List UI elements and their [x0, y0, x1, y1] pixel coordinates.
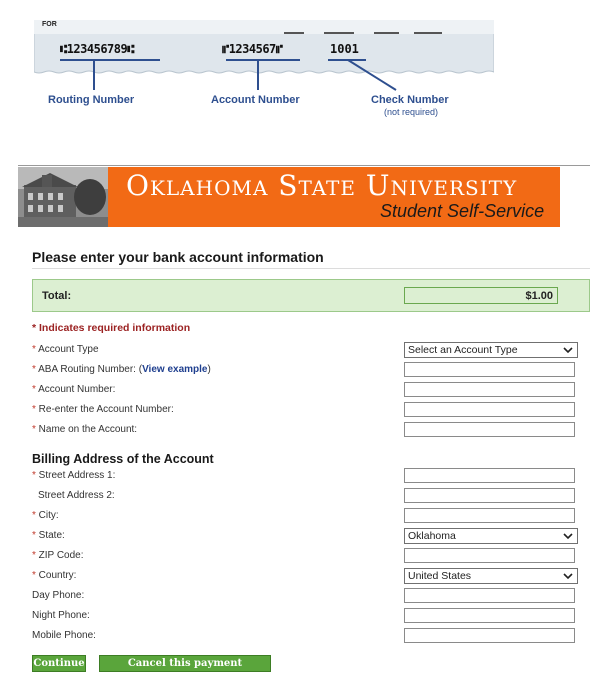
required-info-note: * Indicates required information: [32, 322, 191, 334]
street-address-2-label: Street Address 2:: [38, 490, 115, 501]
chevron-down-icon: [563, 345, 573, 355]
day-phone-label: Day Phone:: [32, 590, 85, 601]
cancel-payment-button[interactable]: Cancel this payment transaction.: [99, 655, 271, 672]
name-on-account-label: * Name on the Account:: [32, 424, 138, 435]
city-label: * City:: [32, 510, 59, 521]
mobile-phone-input[interactable]: [404, 628, 575, 643]
night-phone-input[interactable]: [404, 608, 575, 623]
check-number-note: (not required): [384, 107, 439, 117]
heading-divider: [32, 268, 590, 269]
page-title: Please enter your bank account information: [32, 249, 324, 265]
osu-banner: [18, 167, 560, 227]
account-number-confirm-input[interactable]: [404, 402, 575, 417]
continue-button[interactable]: Continue: [32, 655, 86, 672]
night-phone-label: Night Phone:: [32, 610, 90, 621]
account-number-label: * Account Number:: [32, 384, 116, 395]
billing-address-heading: Billing Address of the Account: [32, 452, 214, 466]
check-account-digits: ⑈1234567⑈: [222, 42, 283, 56]
view-example-link[interactable]: View example: [142, 364, 208, 375]
total-bar: [32, 279, 590, 312]
total-label: Total:: [42, 290, 72, 302]
state-label: * State:: [32, 530, 65, 541]
account-number-confirm-label: * Re-enter the Account Number:: [32, 404, 174, 415]
chevron-down-icon: [563, 531, 573, 541]
street-address-2-input[interactable]: [404, 488, 575, 503]
account-number-caption: Account Number: [211, 94, 300, 106]
mobile-phone-label: Mobile Phone:: [32, 630, 96, 641]
zip-code-input[interactable]: [404, 548, 575, 563]
check-number-digits: 1001: [330, 42, 359, 56]
check-memo-label: FOR: [42, 21, 57, 28]
zip-code-label: * ZIP Code:: [32, 550, 84, 561]
name-on-account-input[interactable]: [404, 422, 575, 437]
routing-number-caption: Routing Number: [48, 94, 135, 106]
day-phone-input[interactable]: [404, 588, 575, 603]
account-number-input[interactable]: [404, 382, 575, 397]
street-address-1-label: * Street Address 1:: [32, 470, 116, 481]
account-type-select[interactable]: Select an Account Type: [404, 342, 578, 358]
banner-top-rule: [18, 165, 590, 166]
country-label: * Country:: [32, 570, 77, 581]
check-number-caption: Check Number: [371, 94, 449, 106]
total-amount: $1.00: [404, 287, 558, 304]
routing-number-input[interactable]: [404, 362, 575, 377]
student-self-service-subtitle: Student Self-Service: [380, 201, 545, 221]
street-address-1-input[interactable]: [404, 468, 575, 483]
routing-number-label: * ABA Routing Number: (View example): [32, 364, 211, 375]
check-routing-digits: ⑆123456789⑆: [60, 42, 134, 56]
university-title: Oklahoma State University: [126, 169, 518, 202]
city-input[interactable]: [404, 508, 575, 523]
state-select[interactable]: Oklahoma: [404, 528, 578, 544]
chevron-down-icon: [563, 571, 573, 581]
country-select[interactable]: United States: [404, 568, 578, 584]
campus-building-photo: [18, 167, 108, 227]
account-type-label: * Account Type: [32, 344, 99, 355]
